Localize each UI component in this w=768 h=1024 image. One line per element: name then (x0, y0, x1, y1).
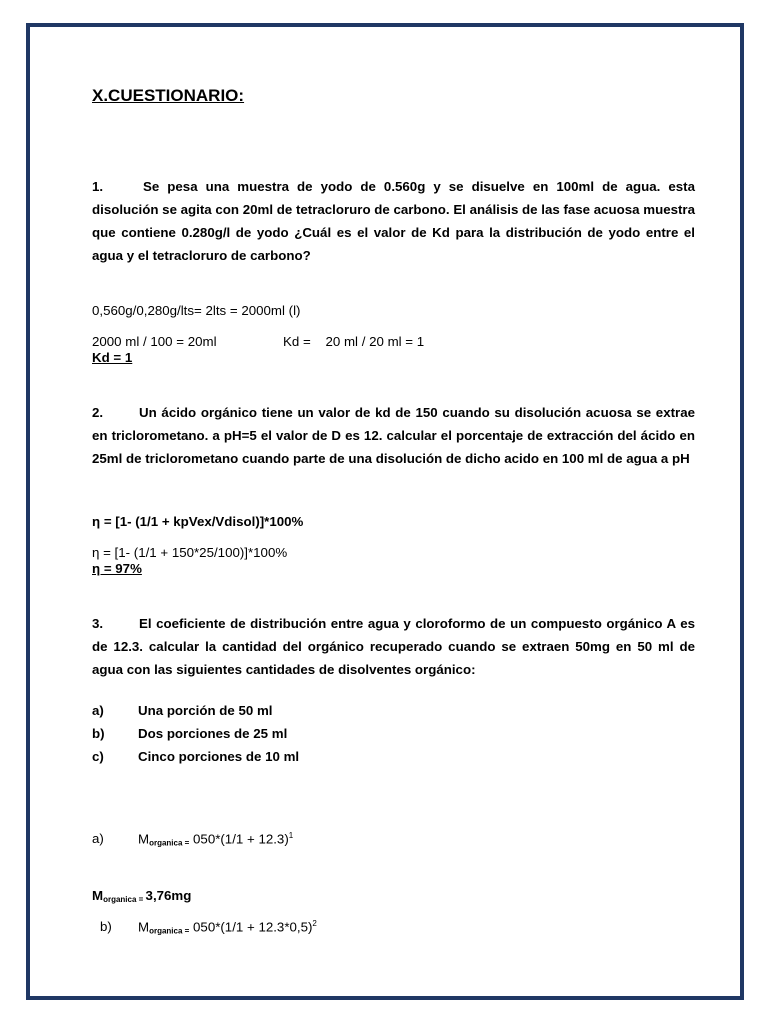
question-1-text: Se pesa una muestra de yodo de 0.560g y se disuelve en 100ml de agua. esta disolución se agita con 20ml de tetracloruro de carbono. El análisis de las fase acuosa muestra que contiene 0.280g/l de yodo ¿Cuál es el valor de Kd para la distribución de yodo entre el agua y el tetracloruro de carbono? (92, 179, 696, 263)
q1-calc-2a: 2000 ml / 100 = 20ml (92, 334, 217, 349)
question-1 (92, 175, 695, 267)
question-2-number: 2. (92, 405, 104, 420)
option-label: c) (92, 749, 104, 764)
solution-b (100, 919, 317, 935)
q2-result: η = 97% (92, 561, 142, 576)
q3-option-a (92, 703, 272, 718)
option-text: Dos porciones de 25 ml (138, 726, 288, 741)
section-title: X.CUESTIONARIO: (92, 86, 245, 105)
solution-b-sup: 2 (312, 919, 317, 928)
solution-b-m: M (138, 919, 150, 935)
result-a (92, 888, 191, 904)
solution-b-expr: 050*(1/1 + 12.3*0,5) (189, 919, 313, 935)
question-2-text: Un ácido orgánico tiene un valor de kd de 150 cuando su disolución acuosa se extrae en triclorometano. a pH=5 el valor de D es 12. calcular el porcentaje de extracción del ácido en 25ml de triclorometano cuando parte de una disolución de dicho acido en 100 ml de agua a pH (92, 405, 695, 466)
page-border (26, 23, 744, 1000)
solution-b-label: b) (100, 919, 112, 935)
solution-a-label: a) (92, 831, 104, 847)
question-1-number: 1. (92, 179, 104, 194)
question-3-text: El coeficiente de distribución entre agua y cloroformo de un compuesto orgánico A es de 12.3. calcular la cantidad del orgánico recuperado cuando se extraen 50mg en 50 ml de agua con las siguientes cantidades de disolventes orgánico: (92, 616, 695, 677)
option-label: a) (92, 703, 104, 718)
q3-option-b (92, 726, 287, 741)
solution-a-expr: 050*(1/1 + 12.3) (189, 831, 289, 847)
solution-a-m: M (138, 831, 150, 847)
solution-b-sub: organica = (149, 926, 190, 936)
result-a-m: M (92, 888, 104, 903)
q1-calc-2b: Kd = 20 ml / 20 ml = 1 (283, 334, 425, 349)
question-3 (92, 612, 695, 681)
q3-option-c (92, 749, 299, 764)
result-a-sub: organica = (103, 895, 146, 904)
question-2 (92, 401, 695, 470)
q1-result: Kd = 1 (92, 350, 133, 365)
solution-a-sup: 1 (288, 831, 294, 840)
solution-a (92, 831, 293, 847)
result-a-value: 3,76mg (145, 888, 192, 903)
option-label: b) (92, 726, 105, 741)
q2-calc: η = [1- (1/1 + 150*25/100)]*100% (92, 545, 288, 560)
q2-formula: η = [1- (1/1 + kpVex/Vdisol)]*100% (92, 514, 304, 529)
question-3-number: 3. (92, 616, 104, 631)
option-text: Una porción de 50 ml (138, 703, 273, 718)
solution-a-sub: organica = (149, 838, 190, 848)
q1-calc-1: 0,560g/0,280g/lts= 2lts = 2000ml (l) (92, 303, 301, 318)
option-text: Cinco porciones de 10 ml (138, 749, 300, 764)
